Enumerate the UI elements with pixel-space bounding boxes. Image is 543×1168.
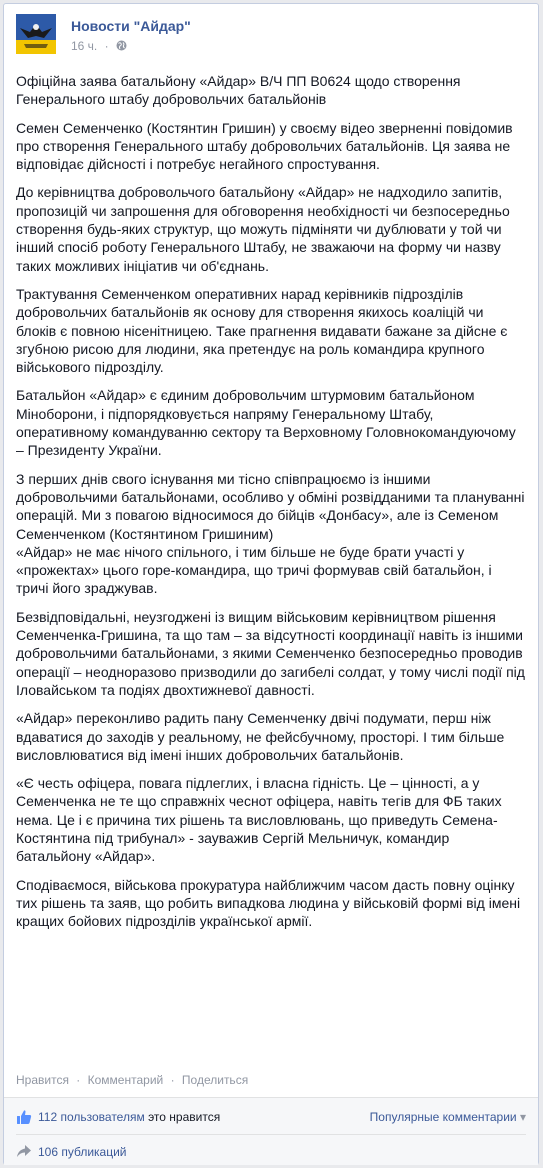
post-paragraph: «Є честь офіцера, повага підлеглих, і власна гідність. Це – цінності, а у Семенченка не те що справжніх чеснот офіцера, навіть тегів для ФБ таких нема. Це і є причина тих рішень та висловлювань, що приведуть Семена-Костянтина під трибунал» - зауважив Сергій Мельничук, командир батальйону «Айдар». [16, 775, 502, 865]
post-paragraph: Сподіваємося, військова прокуратура найближчим часом дасть повну оцінку тих рішень та заяв, що робить випадкова людина у військовій формі від імені кращих бойових підрозділів української армії. [16, 876, 521, 930]
likes-summary [38, 1110, 220, 1124]
post-timestamp[interactable]: 16 ч. [71, 39, 98, 53]
post-paragraph: З перших днів свого існування ми тісно співпрацюємо із іншими добровольчими батальйонами, особливо у обміні розвідданими та плануванні операцій. Ми з повагою відносимося до бійців «Донбасу», але із Семеном Семенченком (Костянтином Гришиним) «Айдар» не має нічого спільного, і тим більше не буде брати участі у «прожектах» цього горе-командира, що тричі формував свій батальйон, і тричі його зраджував. [16, 470, 525, 597]
globe-icon[interactable] [116, 40, 127, 54]
post-paragraph: «Айдар» переконливо радить пану Семенченку двічі подумати, перш ніж вдаватися до заходів у реальному, не фейсбучному, просторі. І тим більше висловлюватися від імені інших добровольчих батальйонів. [16, 710, 505, 763]
post-paragraph: До керівництва добровольчого батальйону «Айдар» не надходило запитів, пропозицій чи запрошення для обговорення необхідності чи безпосередньо створення будь-яких структур, що можуть підміняти чи дублювати у той чи інший спосіб роботу Генерального Штабу, не зважаючи на форму чи назву таких можливих ініціатив чи об'єднань. [16, 184, 510, 274]
post-paragraph: Трактування Семенченком оперативних нарад керівників підрозділів добровольчих батальйонів як основу для створення якихось коаліцій чи блоків є повною нісенітницею. Таке прагнення видавати бажане за дійсне є згубною рисою для людини, яка претендує на роль командира крупного військового підрозділу. [16, 285, 508, 376]
popular-comments-label: Популярные комментарии [369, 1110, 517, 1124]
feedback-panel [4, 1097, 538, 1165]
post-header [16, 14, 526, 64]
aidar-eagle-logo-icon [16, 14, 56, 54]
likers-count-link[interactable]: 112 пользователям [38, 1110, 145, 1124]
shares-row [16, 1134, 526, 1165]
comment-action-link[interactable]: Комментарий [87, 1073, 164, 1087]
share-arrow-icon [16, 1144, 32, 1161]
page-name-link[interactable]: Новости "Айдар" [71, 18, 191, 34]
post-paragraph: Батальйон «Айдар» є єдиним добровольчим штурмовим батальйоном Міноборони, і підпорядковується напряму Генеральному Штабу, оперативному командуванню сектору та Верховному Головнокомандуючому – Президенту України. [16, 387, 516, 459]
post-paragraph: Семен Семенченко (Костянтин Гришин) у своєму відео зверненні повідомив про створення Генерального штабу добровольчих батальйонів. Ця заява не відповідає дійсності і потребує негайного спростування. [16, 119, 513, 173]
post-meta [71, 39, 127, 54]
likes-suffix: это нравится [148, 1110, 221, 1124]
like-action-link[interactable]: Нравится [16, 1073, 69, 1087]
action-separator: · [170, 1073, 175, 1087]
post-paragraph: Безвідповідальні, неузгоджені із вищим військовим керівництвом рішення Семенченка-Гришина, та що там – за відсутності координації навіть із іншими добровольчими батальйонами, з якими Семенченко безпосередньо проводив операції – неодноразово призводили до загибелі солдат, у тому числі події під Іловайськом та подіях двохтижневої давності. [16, 608, 525, 698]
likes-row [16, 1108, 526, 1130]
shares-count-link[interactable]: 106 публикаций [38, 1145, 127, 1159]
post-actions [16, 1073, 526, 1087]
post-paragraph: Офіційна заява батальйону «Айдар» В/Ч ПП В0624 щодо створення Генерального штабу добровольчих батальйонів [16, 73, 461, 108]
action-separator: · [76, 1073, 81, 1087]
post-card [3, 3, 539, 1165]
share-action-link[interactable]: Поделиться [181, 1073, 249, 1087]
post-body [16, 72, 526, 940]
meta-separator: · [104, 39, 109, 53]
chevron-down-icon: ▾ [519, 1110, 526, 1124]
thumbs-up-icon [16, 1109, 32, 1128]
page-avatar[interactable] [16, 14, 56, 54]
popular-comments-dropdown[interactable] [370, 1110, 526, 1124]
